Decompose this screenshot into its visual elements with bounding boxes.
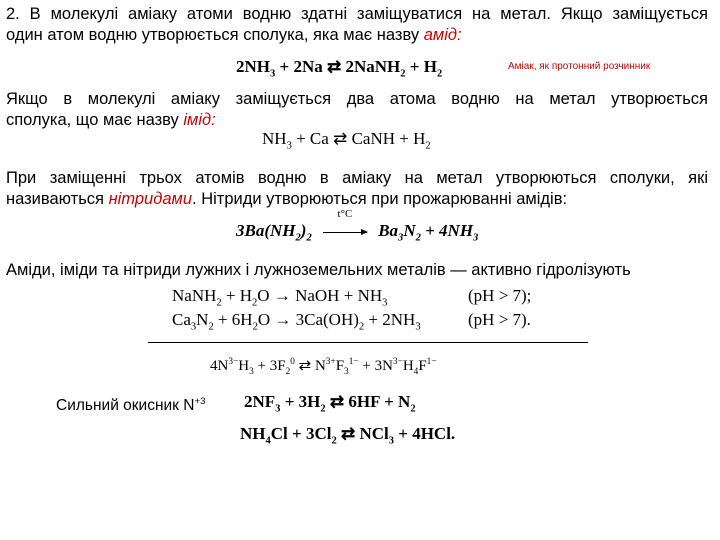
strong-oxidizer-label: Сильний окисник $N^{+3}$ — [56, 395, 206, 414]
equation-nf3-reduction: $2NF_3 + 3H_2$ ⇄ $6HF + N_2$ — [244, 392, 416, 415]
equation-fluorination: $4N^{3-}H_3 + 3F_2^0$ ⇄ $N^{3+}F_3^{1-} + 3N^{3-}H_4F^{1-}$ — [210, 357, 437, 377]
equation-nitride-formation: $3Ba(NH_2)_2$ t°C $Ba_3N_2 + 4NH_3$ — [236, 208, 479, 244]
ph-value-2: (pH > 7). — [468, 310, 531, 329]
paragraph-nitride-line2 — [6, 189, 567, 210]
amide-term: амід: — [423, 26, 462, 44]
equation-amide-formation: $2NH_3 + 2Na$ ⇄ 2NaNH$_2$ + $H_2$ — [236, 57, 443, 80]
ph-value-1: (pH > 7); — [468, 286, 532, 305]
paragraph-nitride-line1: При заміщенні трьох атомів водню в аміаку на метал утворюються сполуки, які — [6, 169, 708, 187]
amide-intro-text: один атом водню утворюється сполука, яка має назву — [6, 26, 424, 44]
equation-imide-formation: $NH_3 + Ca$ ⇄ CaNH + $H_2$ — [262, 129, 431, 152]
nitride-intro-text: називаються — [6, 190, 109, 208]
nitride-rest-text: . Нітриди утворюються при прожарюванні амідів: — [192, 190, 568, 208]
paragraph-amide-line2 — [6, 25, 462, 46]
note-protic-solvent: Аміак, як протонний розчинник — [508, 61, 651, 72]
heating-arrow: t°C — [322, 221, 368, 241]
equation-amide-hydrolysis: NaNH$_2$ + $H_2O$ → NaOH + $NH_3$ — [172, 286, 388, 309]
equation-nitride-hydrolysis: $Ca_3N_2 + 6H_2O \to 3Ca(OH)_2 + 2NH_3$ — [172, 310, 421, 333]
paragraph-imide-line1: Якщо в молекулі аміаку заміщується два атома водню на метал утворюється — [6, 90, 708, 108]
imide-term: імід: — [183, 111, 216, 129]
paragraph-hydrolysis: Аміди, іміди та нітриди лужних і лужноземельних металів — активно гідролізують — [6, 261, 631, 279]
equation-ncl3-formation: $NH_4Cl + 3Cl_2$ ⇄ NCl$_3$ + 4HCl. — [240, 424, 456, 447]
paragraph-amide-line1: 2. В молекулі аміаку атоми водню здатні заміщуватися на метал. Якщо заміщується — [6, 5, 708, 23]
imide-intro-text: сполука, що має назву — [6, 111, 184, 129]
nitride-term: нітридами — [108, 190, 193, 208]
paragraph-imide-line2 — [6, 110, 216, 131]
section-divider — [148, 342, 588, 343]
